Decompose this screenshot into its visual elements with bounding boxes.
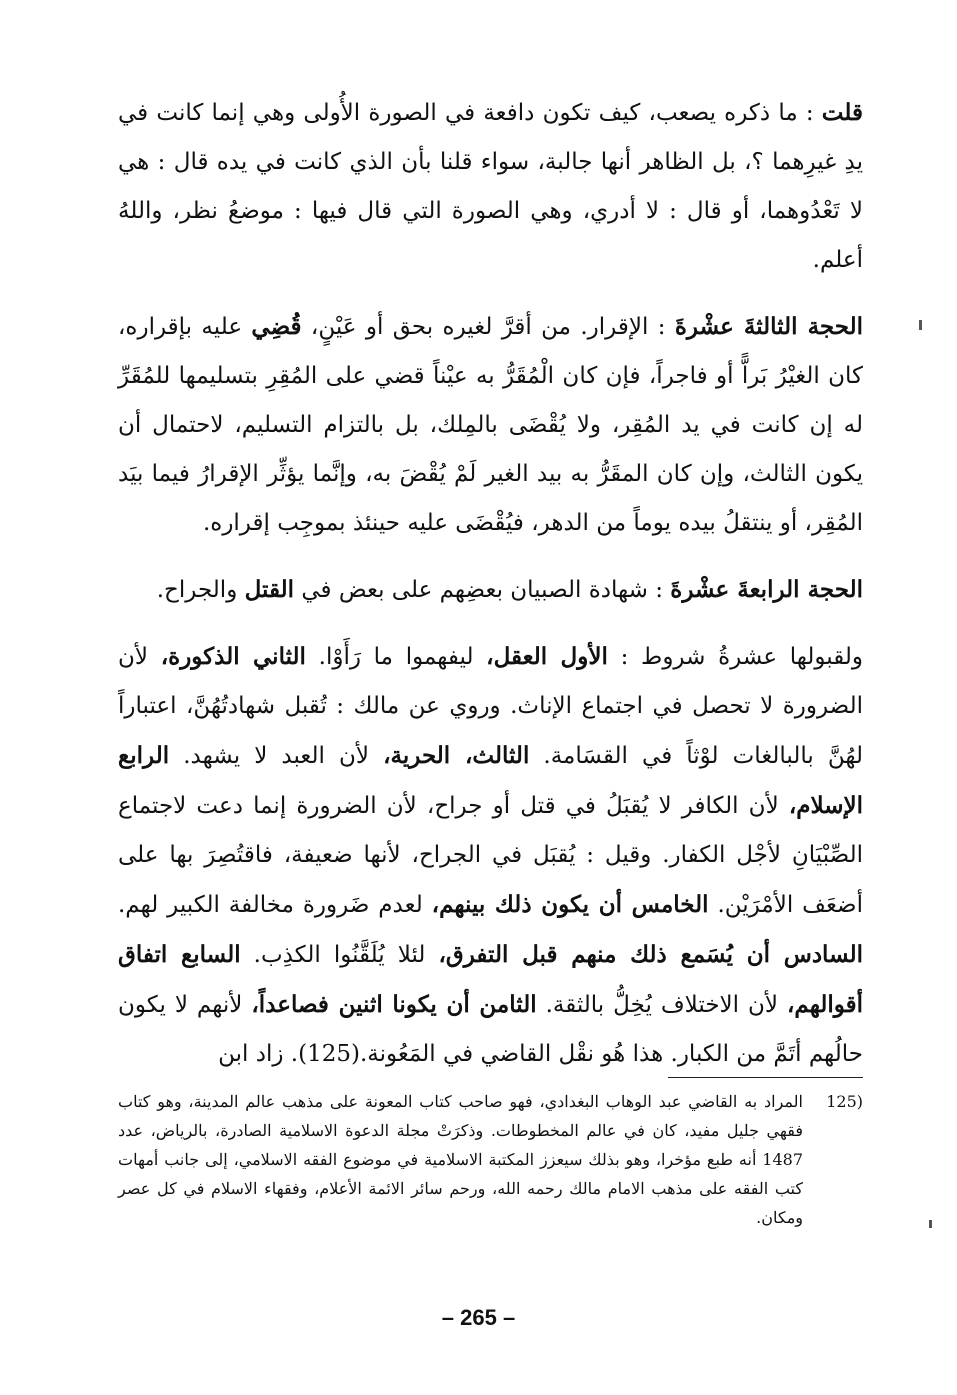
text-run: لأن الاختلاف يُخِلُّ بالثقة.: [536, 992, 787, 1018]
text-run: الرابع الإسلام،: [118, 742, 863, 819]
text-run: لأن الضرورة لا تحصل في اجتماع الإناث. وروي عن مالك : تُقبل شهادتُهُنَّ، اعتباراً لهُنَّ بالبالغات لوْثاً في القسَامة.: [118, 644, 863, 769]
text-run: ليفهموا ما رَأَوْا.: [305, 644, 487, 670]
text-run: لأنهم لا يكون حالُهم أتَمَّ من الكبار. هذا هُو نقْل القاضي في المَعُونة.(125). زاد ابن: [118, 992, 863, 1067]
scan-speck: [929, 1220, 932, 1228]
text-run: الأول العقل،: [486, 643, 608, 670]
text-run: الحجة الثالثةَ عشْرةَ: [674, 313, 864, 340]
text-run: الثالث، الحرية،: [383, 742, 530, 769]
footnote: [118, 1087, 863, 1232]
text-run: لئلا يُلَقَّنُوا الكذِب.: [240, 942, 439, 968]
paragraph-1: [118, 88, 863, 285]
text-run: : ما ذكره يصعب، كيف تكون دافعة في الصورة الأُولى وهي إنما كانت في يدِ غيرِهما ؟، بل الظاهر أنها جالبة، سواء قلنا بأن الذي كانت في يده قال : هي لا تَعْدُوهما، أو قال : لا أدري، وهي الصورة التي قال فيها : موضعُ نظر، واللهُ أعلم.: [118, 100, 863, 273]
main-text: [118, 88, 863, 1096]
footnote-text: المراد به القاضي عبد الوهاب البغدادي، فهو صاحب كتاب المعونة على مذهب عالم المدينة، وهو كتاب فقهي جليل مفيد، كان في عالم المخطوطات. وذكرَتْ مجلة الدعوة الاسلامية الصادرة، بالرياض، عدد 1487 أنه طبع مؤخرا، وهو بذلك سيعزز المكتبة الاسلامية في موضوع الفقه الاسلامي، إلى جانب أمهات كتب الفقه على مذهب الامام مالك رحمه الله، ورحم سائر الائمة الأعلام، وفقهاء الاسلام في كل عصر ومكان.: [118, 1092, 804, 1227]
text-run: الثامن أن يكونا اثنين فصاعداً،: [251, 991, 537, 1018]
text-run: الحجة الرابعةَ عشْرةَ: [670, 576, 863, 603]
text-run: القتل: [244, 576, 295, 603]
footnote-divider: [668, 1077, 863, 1078]
paragraph-2: [118, 302, 863, 548]
text-run: الثاني الذكورة،: [160, 643, 306, 670]
page-number: – 265 –: [441, 1305, 516, 1330]
text-run: السابع اتفاق أقوالهم،: [118, 941, 863, 1018]
text-run: لأن العبد لا يشهد.: [169, 743, 384, 769]
paragraph-3: [118, 565, 863, 615]
text-run: : شهادة الصبيان بعضِهم على بعض في: [294, 577, 671, 603]
text-run: السادس أن يُسَمع ذلك منهم قبل التفرق،: [438, 941, 863, 968]
text-run: قُضِي: [251, 313, 302, 340]
scan-speck: [919, 320, 922, 330]
footnote-number: (125: [826, 1092, 863, 1111]
text-run: لعدم ضَرورة مخالفة الكبير لهم.: [118, 892, 432, 918]
text-run: قلت: [821, 99, 863, 126]
text-run: الخامس أن يكون ذلك بينهم،: [431, 891, 709, 918]
text-run: عليه بإقراره، كان الغيْرُ بَراًّ أو فاجراً، فإن كان الْمُقَرُّ به عيْناً قضي على المُقِرِ بتسليمها للمُقَرِّ له إن كانت في يد المُقِر، ولا يُقْضَى بالمِلك، بل بالتزام التسليم، لاحتمال أن يكون الثالث، وإن كان المقَرُّ به بيد الغير لَمْ يُقْضَ به، وإنَّما يؤثِّر الإقرارُ فيما بيَد المُقِر، أو ينتقلُ بيده يوماً من الدهر، فيُقْضَى عليه حينئذ بموجِب إقراره.: [118, 314, 863, 536]
paragraph-4: [118, 632, 863, 1079]
text-run: : الإقرار. من أقرَّ لغيره بحق أو عَيْنٍ،: [301, 314, 675, 340]
text-run: والجراح.: [156, 577, 245, 603]
text-run: لأن الكافر لا يُقبَلُ في قتل أو جراح، لأن الضرورة إنما دعت لاجتماع الصِّبْيَانِ لأجْل الكفار. وقيل : يُقبَل في الجراح، لأنها ضعيفة، فاقتُصِرَ بها على أضعَف الأمْرَيْن.: [118, 793, 863, 918]
text-run: ولقبولها عشرةُ شروط :: [607, 644, 863, 670]
